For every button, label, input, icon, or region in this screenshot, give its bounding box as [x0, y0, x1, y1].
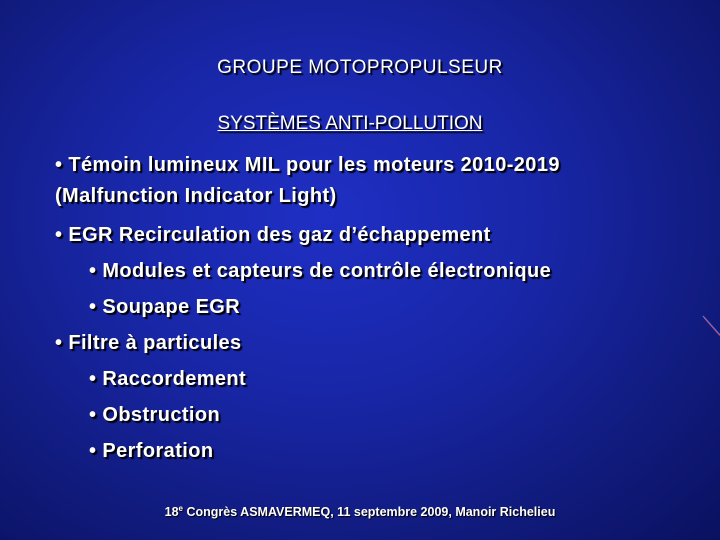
sub-bullet-item: • Modules et capteurs de contrôle électronique	[89, 260, 552, 282]
bullet-item: • EGR Recirculation des gaz d’échappement	[55, 224, 491, 246]
sub-bullet-item: • Raccordement	[89, 368, 247, 390]
footer-superscript: e	[178, 504, 183, 513]
sub-bullet-item: • Obstruction	[89, 404, 221, 426]
bullet-item: (Malfunction Indicator Light)	[55, 185, 337, 207]
footer-number: 18	[164, 505, 179, 520]
slide-subtitle: SYSTÈMES ANTI-POLLUTION	[217, 113, 483, 134]
bullet-item: • Témoin lumineux MIL pour les moteurs 2010-2019	[55, 154, 560, 176]
slide-footer	[0, 504, 720, 519]
slide-title: GROUPE MOTOPROPULSEUR	[217, 57, 503, 78]
sub-bullet-item: • Perforation	[89, 440, 214, 462]
bullet-item: • Filtre à particules	[55, 332, 242, 354]
bullet-list	[55, 150, 705, 467]
footer-text: Congrès ASMAVERMEQ, 11 septembre 2009, Manoir Richelieu	[183, 505, 556, 520]
decorative-line	[700, 315, 720, 337]
sub-bullet-item: • Soupape EGR	[89, 296, 241, 318]
